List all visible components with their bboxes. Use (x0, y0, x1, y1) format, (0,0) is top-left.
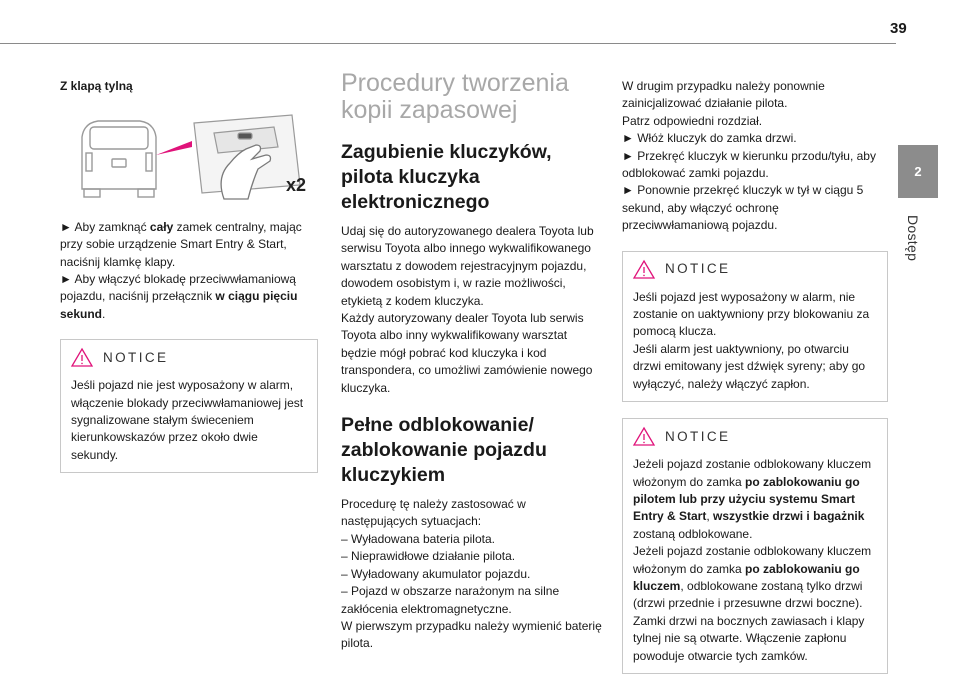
tailgate-subheading: Z klapą tylną (60, 79, 133, 93)
notice-title: NOTICE (665, 428, 731, 444)
column-3 (622, 78, 888, 674)
header-rule (0, 43, 896, 44)
notice-box-unlock (622, 418, 888, 674)
column-1 (60, 78, 318, 473)
chapter-label: Dostęp (905, 215, 921, 262)
tailgate-handle-illustration (74, 111, 314, 201)
chapter-tab[interactable]: 2 (898, 145, 938, 198)
page-number: 39 (890, 20, 907, 37)
heading-lost-keys: Zagubienie kluczyków, pilota kluczyka elektronicznego (341, 141, 552, 213)
list-item: – Wyładowany akumulator pojazdu. (341, 566, 531, 581)
dealer-paragraph: Każdy autoryzowany dealer Toyota lub serwis Toyota albo inny wykwalifikowany warsztat będzie mógł pobrać kod kluczyka i kod transpondera, co umożliwi zamówienie nowego kluczyka. (341, 311, 593, 395)
heading-full-unlock: Pełne odblokowanie/ zablokowanie pojazdu kluczykiem (341, 414, 547, 487)
notice-title: NOTICE (103, 350, 169, 366)
notice-text: Jeżeli pojazd zostanie odblokowany kluczem włożonym do zamka po zablokowaniu go pilotem lub przy użyciu systemu Smart Entry & Start, wszystkie drzwi i bagażnik zostaną odblokowane. (633, 457, 872, 541)
notice-text: Jeśli pojazd jest wyposażony w alarm, nie zostanie on uaktywniony przy blokowaniu za pomocą klucza. (633, 289, 870, 339)
van-rear-icon (82, 121, 156, 197)
column-2 (341, 70, 603, 653)
step-item: ► Włóż kluczyk do zamka drzwi. (622, 131, 797, 146)
warning-triangle-icon (71, 348, 93, 367)
second-case-paragraph: W drugim przypadku należy ponownie zainicjalizować działanie pilota. (622, 79, 825, 111)
lost-keys-paragraph: Udaj się do autoryzowanego dealera Toyota lub serwisu Toyota albo innego wykwalifikowanego warsztatu z dowodem rejestracyjnym pojazdu, dowodem osobistym i, w razie możliwości, etykietą z kodem kluczyka. (341, 224, 594, 308)
pointer-arrow-icon (156, 141, 192, 155)
step-item: ► Przekręć kluczyk w kierunku przodu/tyłu, aby odblokować zamki pojazdu. (622, 148, 876, 181)
notice-box-alarm (622, 251, 888, 402)
notice-text: Jeżeli pojazd zostanie odblokowany kluczem włożonym do zamka po zablokowaniu go kluczem, odblokowane zostaną tylko drzwi (drzwi przednie i przesuwne drzwi boczne). Zamki drzwi na bocznych zawiasach i klapy tylnej nie są otwarte. Włączenie zapłonu powoduje otwarcie tych zamków. (633, 544, 872, 663)
warning-triangle-icon (633, 427, 655, 446)
notice-text: Jeśli pojazd nie jest wyposażony w alarm, włączenie blokady przeciwwłamaniowej jest sygnalizowane stałym świeceniem kierunkowskazów przez około dwie sekundy. (71, 378, 304, 462)
notice-text: Jeśli alarm jest uaktywniony, po otwarciu drzwi emitowany jest dźwięk syreny; aby go wyłączyć, należy włączyć zapłon. (633, 341, 866, 391)
section-title: Procedury tworzenia kopii zapasowej (341, 69, 569, 124)
step-item: ► Ponownie przekręć kluczyk w tył w ciągu 5 sekund, aby włączyć ochronę przeciwwłamaniową pojazdu. (622, 183, 864, 233)
list-item: – Nieprawidłowe działanie pilota. (341, 549, 516, 564)
situations-intro: Procedurę tę należy zastosować w następujących sytuacjach: (341, 497, 526, 529)
notice-box (60, 339, 318, 473)
bullet-central-lock: ► Aby zamknąć cały zamek centralny, mając przy sobie urządzenie Smart Entry & Start, naciśnij klamkę klapy. (60, 219, 302, 269)
list-item: – Pojazd w obszarze narażonym na silne zakłócenia elektromagnetyczne. (341, 584, 560, 616)
notice-title: NOTICE (665, 261, 731, 277)
bullet-deadlock: ► Aby włączyć blokadę przeciwwłamaniową pojazdu, naciśnij przełącznik w ciągu pięciu sekund. (60, 272, 298, 321)
list-item: – Wyładowana bateria pilota. (341, 531, 495, 546)
warning-triangle-icon (633, 260, 655, 279)
press-twice-badge: x2 (286, 175, 307, 196)
see-chapter-text: Patrz odpowiedni rozdział. (622, 113, 763, 128)
first-case-paragraph: W pierwszym przypadku należy wymienić baterię pilota. (341, 618, 602, 651)
